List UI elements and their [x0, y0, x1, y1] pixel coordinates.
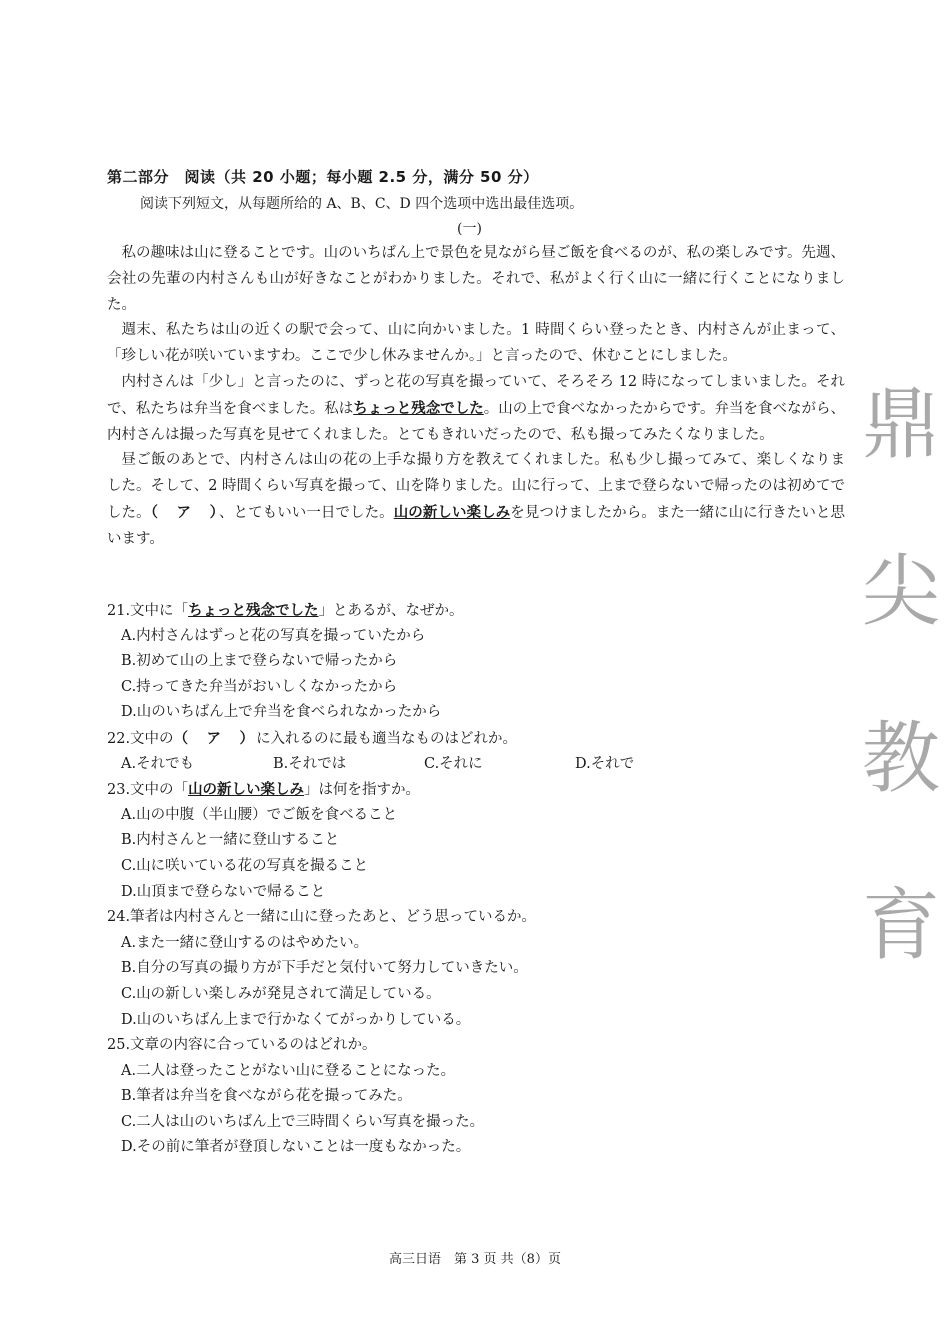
- question-25: 25.文章の内容に合っているのはどれか。: [107, 1037, 377, 1054]
- question-24-option-b[interactable]: B.自分の写真の撮り方が下手だと気付いて努力していきたい。: [121, 960, 528, 977]
- question-24-option-a[interactable]: A.また一緒に登山するのはやめたい。: [121, 934, 369, 951]
- paragraph-3-text-a: 内村さんは「少し」と言ったのに、ずっと花の写真を撮っていて、そろそろ 12 時になってしまいました。それで、私たちは弁当を食べました。私は: [107, 373, 845, 417]
- question-21-prefix: 21.文中に「: [107, 603, 189, 619]
- question-23-prefix: 23.文中の「: [107, 782, 189, 799]
- question-24-option-c[interactable]: C.山の新しい楽しみが発見されて満足している。: [121, 985, 441, 1002]
- question-23-suffix: 」は何を指すか。: [304, 782, 421, 799]
- watermark-char-2: 尖: [862, 547, 941, 637]
- passage-paragraph-4: [107, 448, 845, 552]
- instruction-text: 阅读下列短文，从每题所给的 A、B、C、D 四个选项中选出最佳选项。: [140, 196, 584, 212]
- underlined-phrase-2: 山の新しい楽しみ: [393, 503, 511, 521]
- question-list: [107, 598, 847, 1161]
- passage-paragraph-2: 週末、私たちは山の近くの駅で会って、山に向かいました。1 時間くらい登ったとき、内村さんが止まって、「珍しい花が咲いていますわ。ここで少し休みませんか。」と言ったので、休むことにしました。: [107, 322, 845, 365]
- question-24: 24.筆者は内村さんと一緒に山に登ったあと、どう思っているか。: [107, 909, 537, 926]
- question-21-option-b[interactable]: B.初めて山の上まで登らないで帰ったから: [121, 653, 398, 670]
- question-23-option-d[interactable]: D.山頂まで登らないで帰ること: [121, 883, 326, 900]
- question-22: [107, 726, 847, 752]
- question-22-option-b[interactable]: B.それでは: [273, 755, 347, 772]
- question-22-option-a[interactable]: A.それでも: [121, 755, 195, 772]
- question-25-option-a[interactable]: A.二人は登ったことがない山に登ることになった。: [121, 1062, 456, 1079]
- paragraph-4-text-c: を見つけましたから。また一緒に山に行きたいと思います。: [107, 504, 846, 547]
- watermark-char-3: 教: [862, 714, 941, 804]
- watermark-char-1: 鼎: [862, 380, 941, 470]
- watermark-char-4: 育: [862, 881, 941, 971]
- question-23: [107, 777, 847, 803]
- paragraph-3-text-b: 。山の上で食べなかったからです。弁当を食べながら、内村さんは撮った写真を見せてくれました。とてもきれいだったので、私も撮ってみたくなりました。: [107, 400, 845, 443]
- paragraph-4-text-b: 、とてもいい一日でした。: [219, 504, 394, 521]
- question-22-options: [107, 752, 847, 778]
- question-23-underline: 山の新しい楽しみ: [188, 781, 305, 799]
- question-23-option-c[interactable]: C.山に咲いている花の写真を撮ること: [121, 857, 369, 874]
- blank-a: （ ア ）: [150, 503, 219, 521]
- question-25-option-d[interactable]: D.その前に筆者が登頂しないことは一度もなかった。: [121, 1139, 471, 1156]
- question-21: [107, 598, 847, 624]
- passage-number: (一): [457, 221, 482, 237]
- question-21-option-c[interactable]: C.持ってきた弁当がおいしくなかったから: [121, 678, 398, 695]
- question-25-option-c[interactable]: C.二人は山のいちばん上で三時間くらい写真を撮った。: [121, 1113, 485, 1130]
- passage-paragraph-3: [107, 370, 845, 448]
- question-22-prefix: 22.文中の: [107, 730, 174, 747]
- page-footer: 高三日语 第 3 页 共（8）页: [389, 1252, 561, 1267]
- question-21-option-a[interactable]: A.内村さんはずっと花の写真を撮っていたから: [121, 627, 426, 644]
- paragraph-4-text-a: 昼ご飯のあとで、内村さんは山の花の上手な撮り方を教えてくれました。私も少し撮ってみて、楽しくなりました。そして、2 時間くらい写真を撮って、山を降りました。山に行って、上まで登らないで帰ったのは初めてでした。: [107, 452, 845, 521]
- question-24-option-d[interactable]: D.山のいちばん上まで行かなくてがっかりしている。: [121, 1011, 471, 1028]
- question-23-option-a[interactable]: A.山の中腹（半山腰）でご飯を食べること: [121, 806, 398, 823]
- reading-passage: [107, 241, 845, 553]
- underlined-phrase-1: ちょっと残念でした: [353, 399, 484, 417]
- question-22-suffix: に入れるのに最も適当なものはどれか。: [256, 730, 518, 747]
- question-22-option-c[interactable]: C.それに: [424, 755, 483, 772]
- question-21-option-d[interactable]: D.山のいちばん上で弁当を食べられなかったから: [121, 704, 442, 721]
- passage-paragraph-1: 私の趣味は山に登ることです。山のいちばん上で景色を見ながら昼ご飯を食べるのが、私の楽しみです。先週、会社の先輩の内村さんも山が好きなことがわかりました。それで、私がよく行く山に一緒に行くことになりました。: [107, 245, 845, 313]
- section-title: 第二部分 阅读（共 20 小题；每小题 2.5 分，满分 50 分）: [107, 168, 539, 186]
- question-21-suffix: 」とあるが、なぜか。: [318, 603, 464, 619]
- question-25-option-b[interactable]: B.筆者は弁当を食べながら花を撮ってみた。: [121, 1088, 412, 1105]
- question-23-option-b[interactable]: B.内村さんと一緒に登山すること: [121, 832, 340, 849]
- question-22-option-d[interactable]: D.それで: [575, 755, 635, 772]
- question-21-underline: ちょっと残念でした: [188, 602, 319, 619]
- question-22-blank: （ ア ）: [173, 729, 257, 747]
